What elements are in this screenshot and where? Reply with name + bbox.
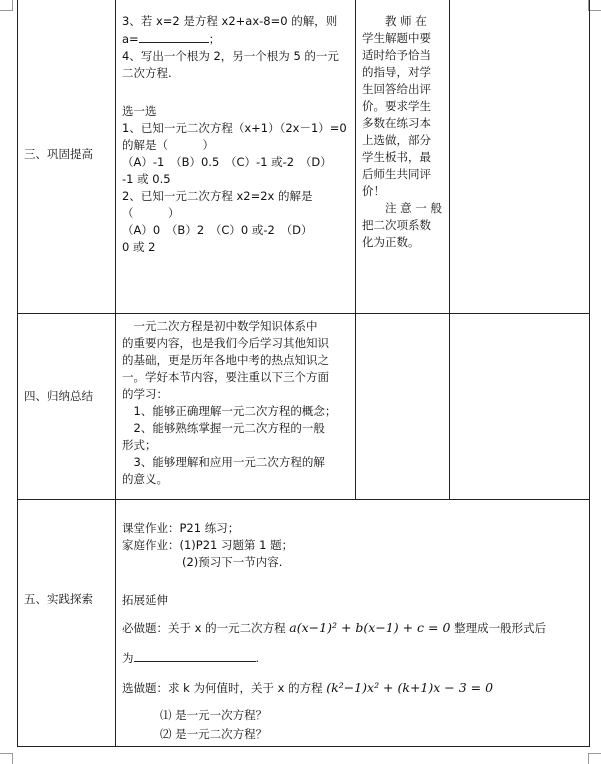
stage-label-summary: 四、归纳总结 xyxy=(24,389,93,403)
top-left-corner-mark xyxy=(0,0,13,11)
optional-sub-2: ⑵ 是一元二次方程？ xyxy=(160,727,268,741)
choice-q1-line2: 的解是（ ） xyxy=(122,138,214,152)
consolidate-content xyxy=(122,13,350,256)
required-problem: 必做题：关于 x 的一元二次方程 a(x−1)² + b(x−1) + c = 0 整理成一般形式后 xyxy=(122,620,547,635)
choice-q2-line1: 2、已知一元二次方程 x2=2x 的解是 xyxy=(122,189,313,203)
choice-q2-options-cont: 0 或 2 xyxy=(122,240,156,254)
stage-label-practice: 五、实践探索 xyxy=(24,592,93,606)
choice-q2-options: （A）0 （B）2 （C）0 或-2 （D） xyxy=(122,223,313,237)
exercise-4-line1: 4、写出一个根为 2，另一个根为 5 的一元 xyxy=(122,49,339,63)
optional-problem: 选做题：求 k 为何值时，关于 x 的方程 (k²−1)x² + (k+1)x − 3 = 0 xyxy=(122,680,494,695)
extension-heading: 拓展延伸 xyxy=(122,593,168,607)
exercise-3-line2: a= ； xyxy=(122,32,221,46)
classwork: 课堂作业：P21 练习； xyxy=(122,521,240,535)
practice-content xyxy=(122,520,584,743)
stage-label-consolidate: 三、巩固提高 xyxy=(24,147,93,161)
choice-heading: 选一选 xyxy=(122,104,157,118)
required-answer-line: 为 . xyxy=(122,651,260,665)
teacher-notes: 教 师 在 学生解题中要 适时给予恰当 的指导，对学 生回答给出评 价。要求学生 多数在练习本 上选做，部分 学生板书，最 后师生共同评 价！ 注 意 一 般 把二次项系数 化为正数。 xyxy=(362,14,442,249)
homework: 家庭作业：(1)P21 习题第 1 题； xyxy=(122,538,294,552)
exercise-4-line2: 二次方程. xyxy=(122,66,172,80)
homework-item-2: (2)预习下一节内容. xyxy=(182,555,283,569)
optional-sub-1: ⑴ 是一元一次方程？ xyxy=(160,708,268,722)
optional-equation: (k²−1)x² + (k+1)x − 3 = 0 xyxy=(326,680,494,695)
choice-q1-options-cont: -1 或 0.5 xyxy=(122,172,171,186)
choice-q1-line1: 1、已知一元二次方程（x+1）（2x－1）=0 xyxy=(122,121,347,135)
bottom-right-corner-mark xyxy=(588,753,601,764)
bottom-left-corner-mark xyxy=(0,753,13,764)
choice-q2-line2: （ ） xyxy=(122,206,180,220)
summary-content: 一元二次方程是初中数学知识体系中 的重要内容，也是我们今后学习其他知识 的基础，更是历年各地中考的热点知识之 一。学好本节内容，要注重以下三个方面 的学习： 1、能够正确理解一元二次方程的概念； 2、能够熟练掌握一元二次方程的一般 形式； 3、能够理解和应用一元二次方程的解 的意义。 xyxy=(122,319,337,486)
exercise-3-line1: 3、若 x=2 是方程 x2+ax-8=0 的解，则 xyxy=(122,14,338,28)
choice-q1-options: （A）-1 （B）0.5 （C）-1 或-2 （D） xyxy=(122,155,332,169)
required-equation: a(x−1)² + b(x−1) + c = 0 xyxy=(289,620,451,635)
